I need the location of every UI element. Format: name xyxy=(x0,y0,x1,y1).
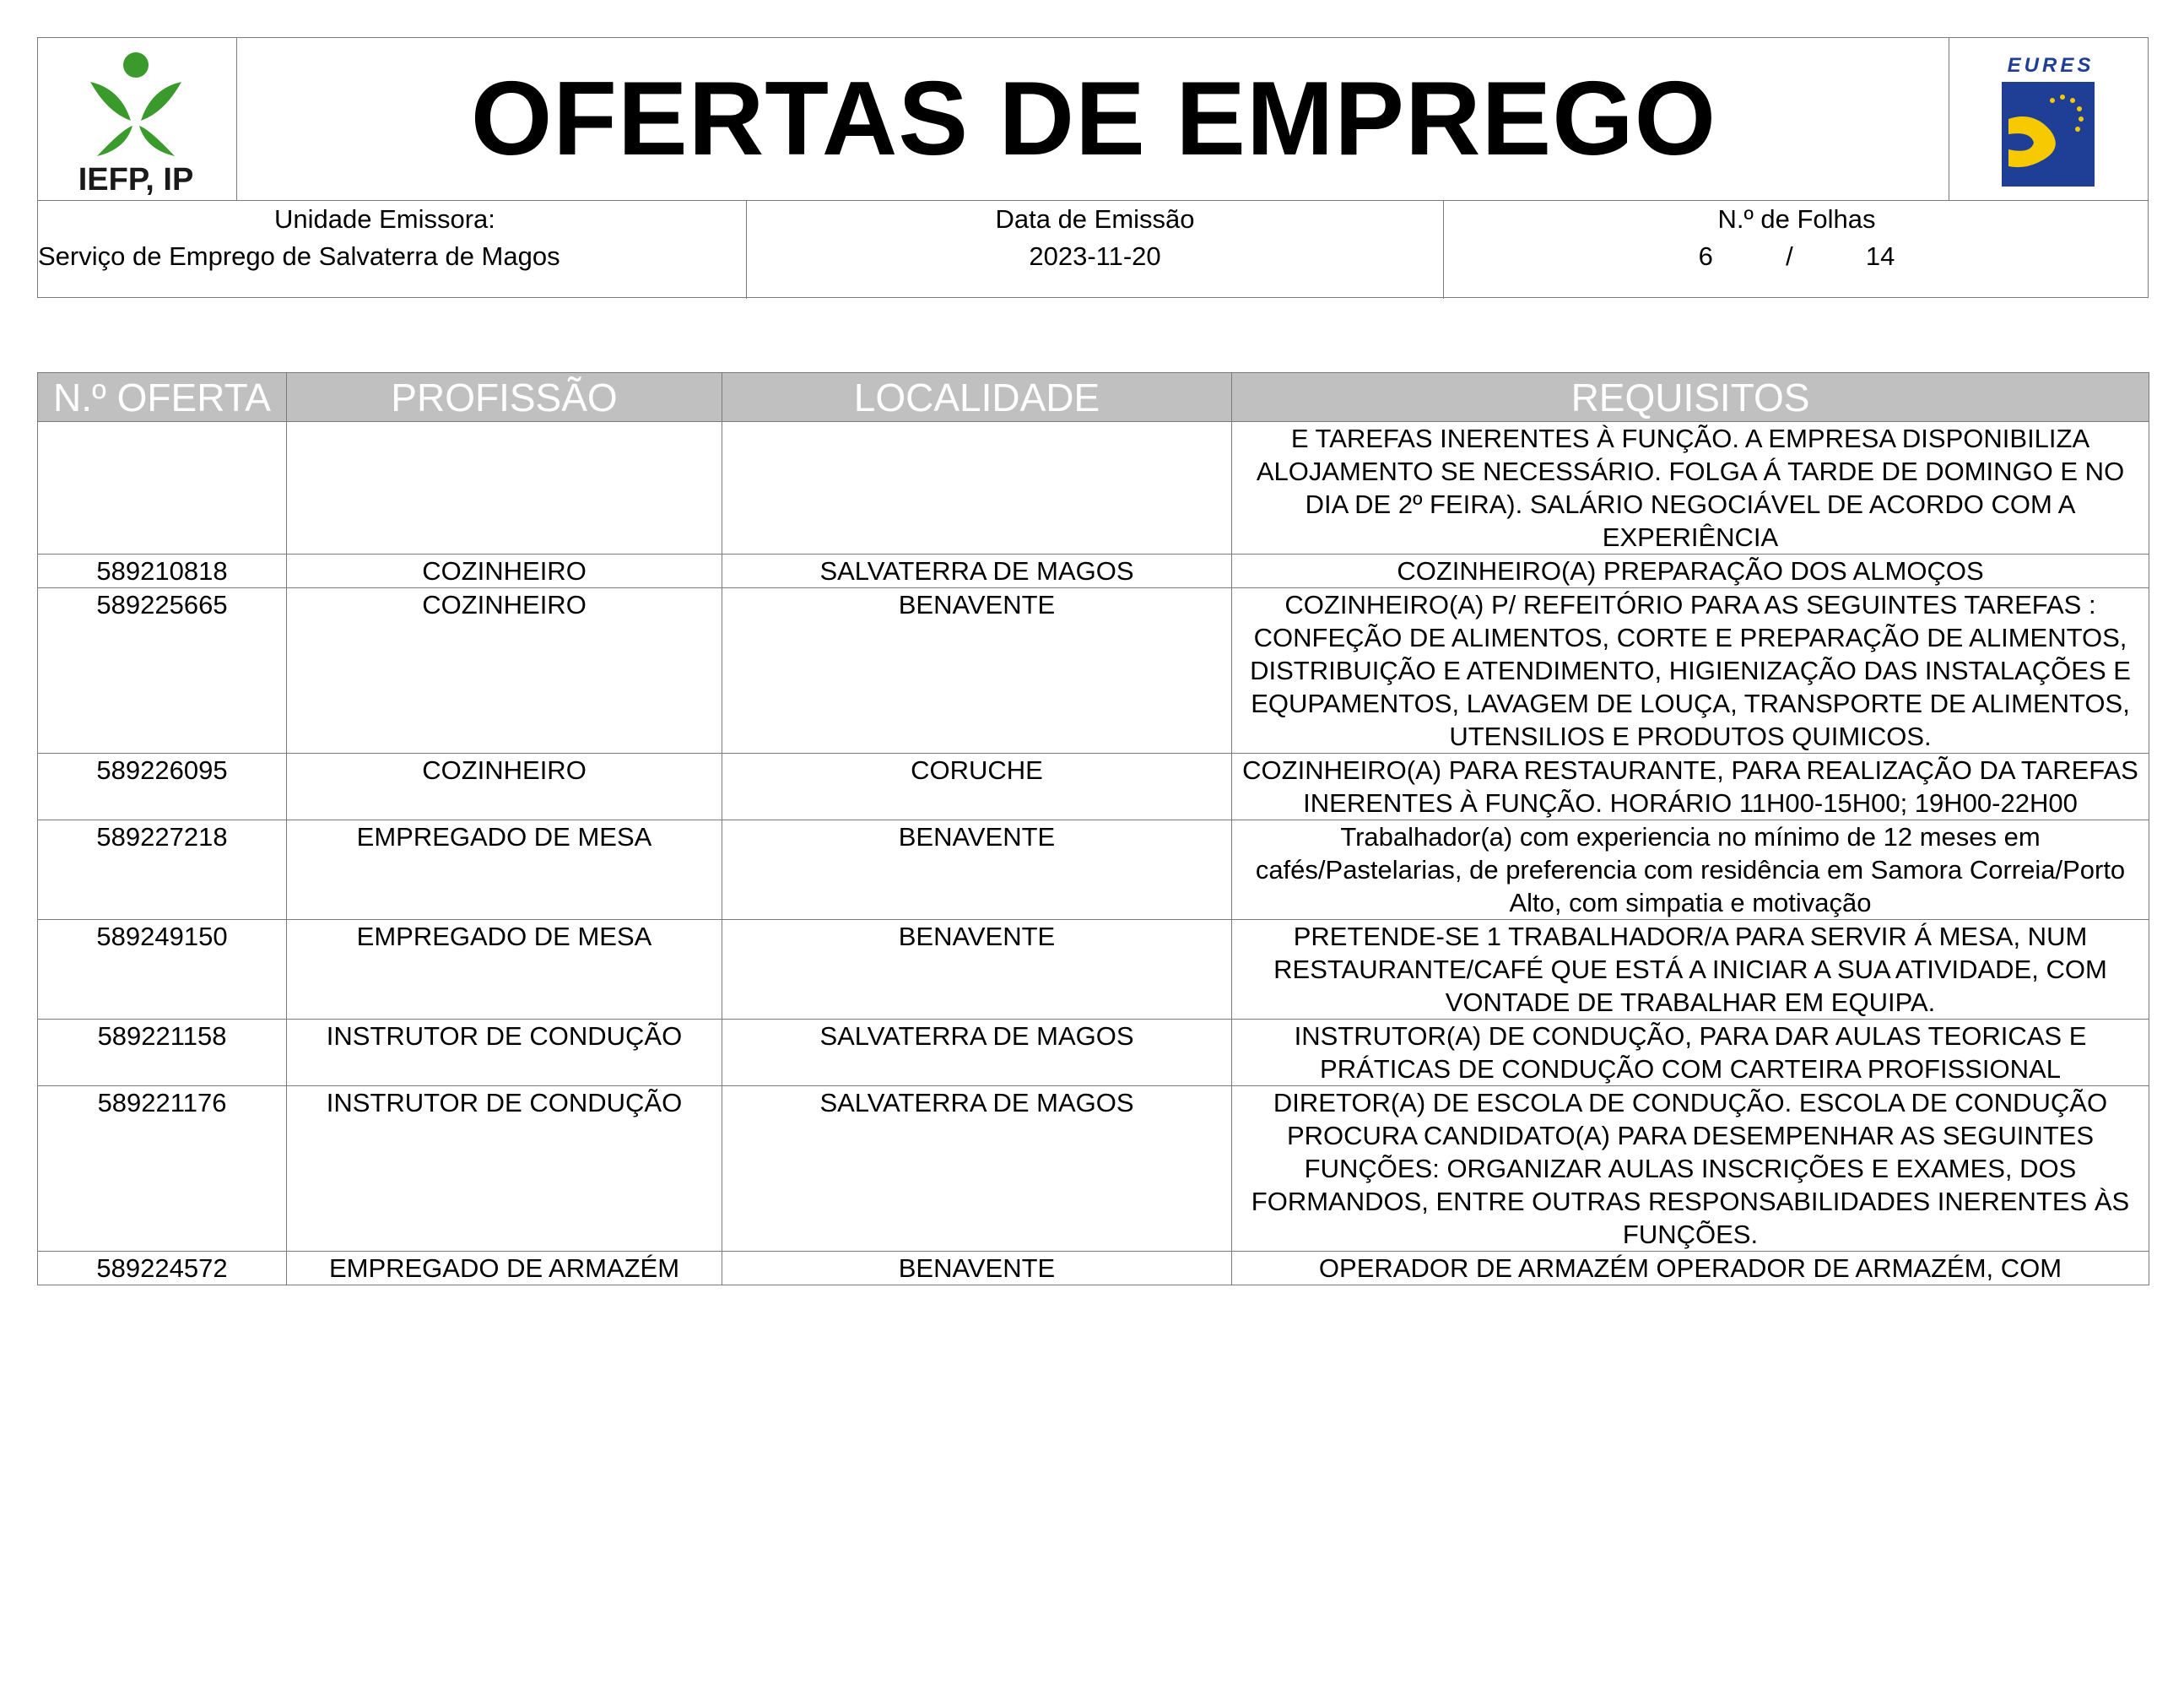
sheet-count-label: N.º de Folhas xyxy=(1717,204,1876,234)
page-title: OFERTAS DE EMPREGO xyxy=(470,61,1717,177)
eures-logo xyxy=(1949,38,2148,200)
offer-location: CORUCHE xyxy=(722,754,1232,820)
document-header xyxy=(37,37,2149,298)
table-header-row xyxy=(38,373,2149,422)
offer-number: 589249150 xyxy=(38,920,287,1020)
offer-profession: COZINHEIRO xyxy=(287,555,722,588)
column-header-requisitos: REQUISITOS xyxy=(1232,373,2149,422)
table-row xyxy=(38,422,2149,555)
offer-location: BENAVENTE xyxy=(722,588,1232,754)
column-header-profissao: PROFISSÃO xyxy=(287,373,722,422)
table-row xyxy=(38,1020,2149,1086)
offer-location: BENAVENTE xyxy=(722,820,1232,920)
offer-location xyxy=(722,422,1232,555)
offer-profession xyxy=(287,422,722,555)
issue-info-row xyxy=(38,200,2148,298)
offer-profession: INSTRUTOR DE CONDUÇÃO xyxy=(287,1020,722,1086)
issuing-unit-label: Unidade Emissora: xyxy=(274,204,495,234)
offer-number: 589226095 xyxy=(38,754,287,820)
offer-requirements: PRETENDE-SE 1 TRABALHADOR/A PARA SERVIR Á MESA, NUM RESTAURANTE/CAFÉ QUE ESTÁ A INICIAR A SUA ATIVIDADE, COM VONTADE DE TRABALHAR EM EQUIPA. xyxy=(1232,920,2149,1020)
offer-location: BENAVENTE xyxy=(722,1252,1232,1285)
eures-logo-text: EURES xyxy=(2007,54,2095,77)
issue-date-cell xyxy=(747,201,1444,299)
offer-number: 589221176 xyxy=(38,1086,287,1252)
table-row xyxy=(38,754,2149,820)
issuing-unit-value: Serviço de Emprego de Salvaterra de Magos xyxy=(38,241,560,271)
offer-requirements: COZINHEIRO(A) PARA RESTAURANTE, PARA REALIZAÇÃO DA TAREFAS INERENTES À FUNÇÃO. HORÁRIO 11H00-15H00; 19H00-22H00 xyxy=(1232,754,2149,820)
table-row xyxy=(38,555,2149,588)
offer-requirements: COZINHEIRO(A) P/ REFEITÓRIO PARA AS SEGUINTES TAREFAS : CONFEÇÃO DE ALIMENTOS, CORTE E PREPARAÇÃO DE ALIMENTOS, DISTRIBUIÇÃO E ATENDIMENTO, HIGIENIZAÇÃO DAS INSTALAÇÕES E EQUPAMENTOS, LAVAGEM DE LOUÇA, TRANSPORTE DE ALIMENTOS, UTENSILIOS E PRODUTOS QUIMICOS. xyxy=(1232,588,2149,754)
table-row xyxy=(38,820,2149,920)
offer-number: 589221158 xyxy=(38,1020,287,1086)
sheet-total: 14 xyxy=(1865,241,1895,271)
offer-number: 589210818 xyxy=(38,555,287,588)
offer-profession: EMPREGADO DE MESA xyxy=(287,920,722,1020)
eures-logo-icon xyxy=(1949,38,2147,198)
offer-requirements: E TAREFAS INERENTES À FUNÇÃO. A EMPRESA DISPONIBILIZA ALOJAMENTO SE NECESSÁRIO. FOLGA Á TARDE DE DOMINGO E NO DIA DE 2º FEIRA). SALÁRIO NEGOCIÁVEL DE ACORDO COM A EXPERIÊNCIA xyxy=(1232,422,2149,555)
offer-requirements: DIRETOR(A) DE ESCOLA DE CONDUÇÃO. ESCOLA DE CONDUÇÃO PROCURA CANDIDATO(A) PARA DESEMPENHAR AS SEGUINTES FUNÇÕES: ORGANIZAR AULAS INSCRIÇÕES E EXAMES, DOS FORMANDOS, ENTRE OUTRAS RESPONSABILIDADES INERENTES ÀS FUNÇÕES. xyxy=(1232,1086,2149,1252)
issue-date-value: 2023-11-20 xyxy=(1029,241,1161,271)
column-header-localidade: LOCALIDADE xyxy=(722,373,1232,422)
iefp-logo-text: IEFP, IP xyxy=(78,162,194,197)
offer-number: 589224572 xyxy=(38,1252,287,1285)
offer-requirements: OPERADOR DE ARMAZÉM OPERADOR DE ARMAZÉM, COM xyxy=(1232,1252,2149,1285)
issuing-unit-cell xyxy=(38,201,747,299)
offer-profession: EMPREGADO DE MESA xyxy=(287,820,722,920)
offer-number: 589227218 xyxy=(38,820,287,920)
offer-number: 589225665 xyxy=(38,588,287,754)
offer-requirements: INSTRUTOR(A) DE CONDUÇÃO, PARA DAR AULAS TEORICAS E PRÁTICAS DE CONDUÇÃO COM CARTEIRA PROFISSIONAL xyxy=(1232,1020,2149,1086)
table-row xyxy=(38,1086,2149,1252)
offer-profession: COZINHEIRO xyxy=(287,754,722,820)
offer-number xyxy=(38,422,287,555)
offer-location: BENAVENTE xyxy=(722,920,1232,1020)
offer-requirements: COZINHEIRO(A) PREPARAÇÃO DOS ALMOÇOS xyxy=(1232,555,2149,588)
offer-location: SALVATERRA DE MAGOS xyxy=(722,1020,1232,1086)
table-row xyxy=(38,920,2149,1020)
offer-location: SALVATERRA DE MAGOS xyxy=(722,555,1232,588)
issue-date-label: Data de Emissão xyxy=(995,204,1195,234)
sheet-count-cell xyxy=(1444,201,2149,299)
offer-profession: INSTRUTOR DE CONDUÇÃO xyxy=(287,1086,722,1252)
offer-profession: COZINHEIRO xyxy=(287,588,722,754)
offer-location: SALVATERRA DE MAGOS xyxy=(722,1086,1232,1252)
job-offers-table xyxy=(37,372,2149,1285)
column-header-oferta: N.º OFERTA xyxy=(38,373,287,422)
offer-requirements: Trabalhador(a) com experiencia no mínimo de 12 meses em cafés/Pastelarias, de preferencia com residência em Samora Correia/Porto Alto, com simpatia e motivação xyxy=(1232,820,2149,920)
sheet-separator: / xyxy=(1786,241,1793,271)
table-row xyxy=(38,588,2149,754)
table-row xyxy=(38,1252,2149,1285)
iefp-logo-icon xyxy=(38,38,235,198)
iefp-logo xyxy=(38,38,237,200)
offer-profession: EMPREGADO DE ARMAZÉM xyxy=(287,1252,722,1285)
sheet-current: 6 xyxy=(1698,241,1713,271)
sheet-count-value xyxy=(1444,241,2149,272)
